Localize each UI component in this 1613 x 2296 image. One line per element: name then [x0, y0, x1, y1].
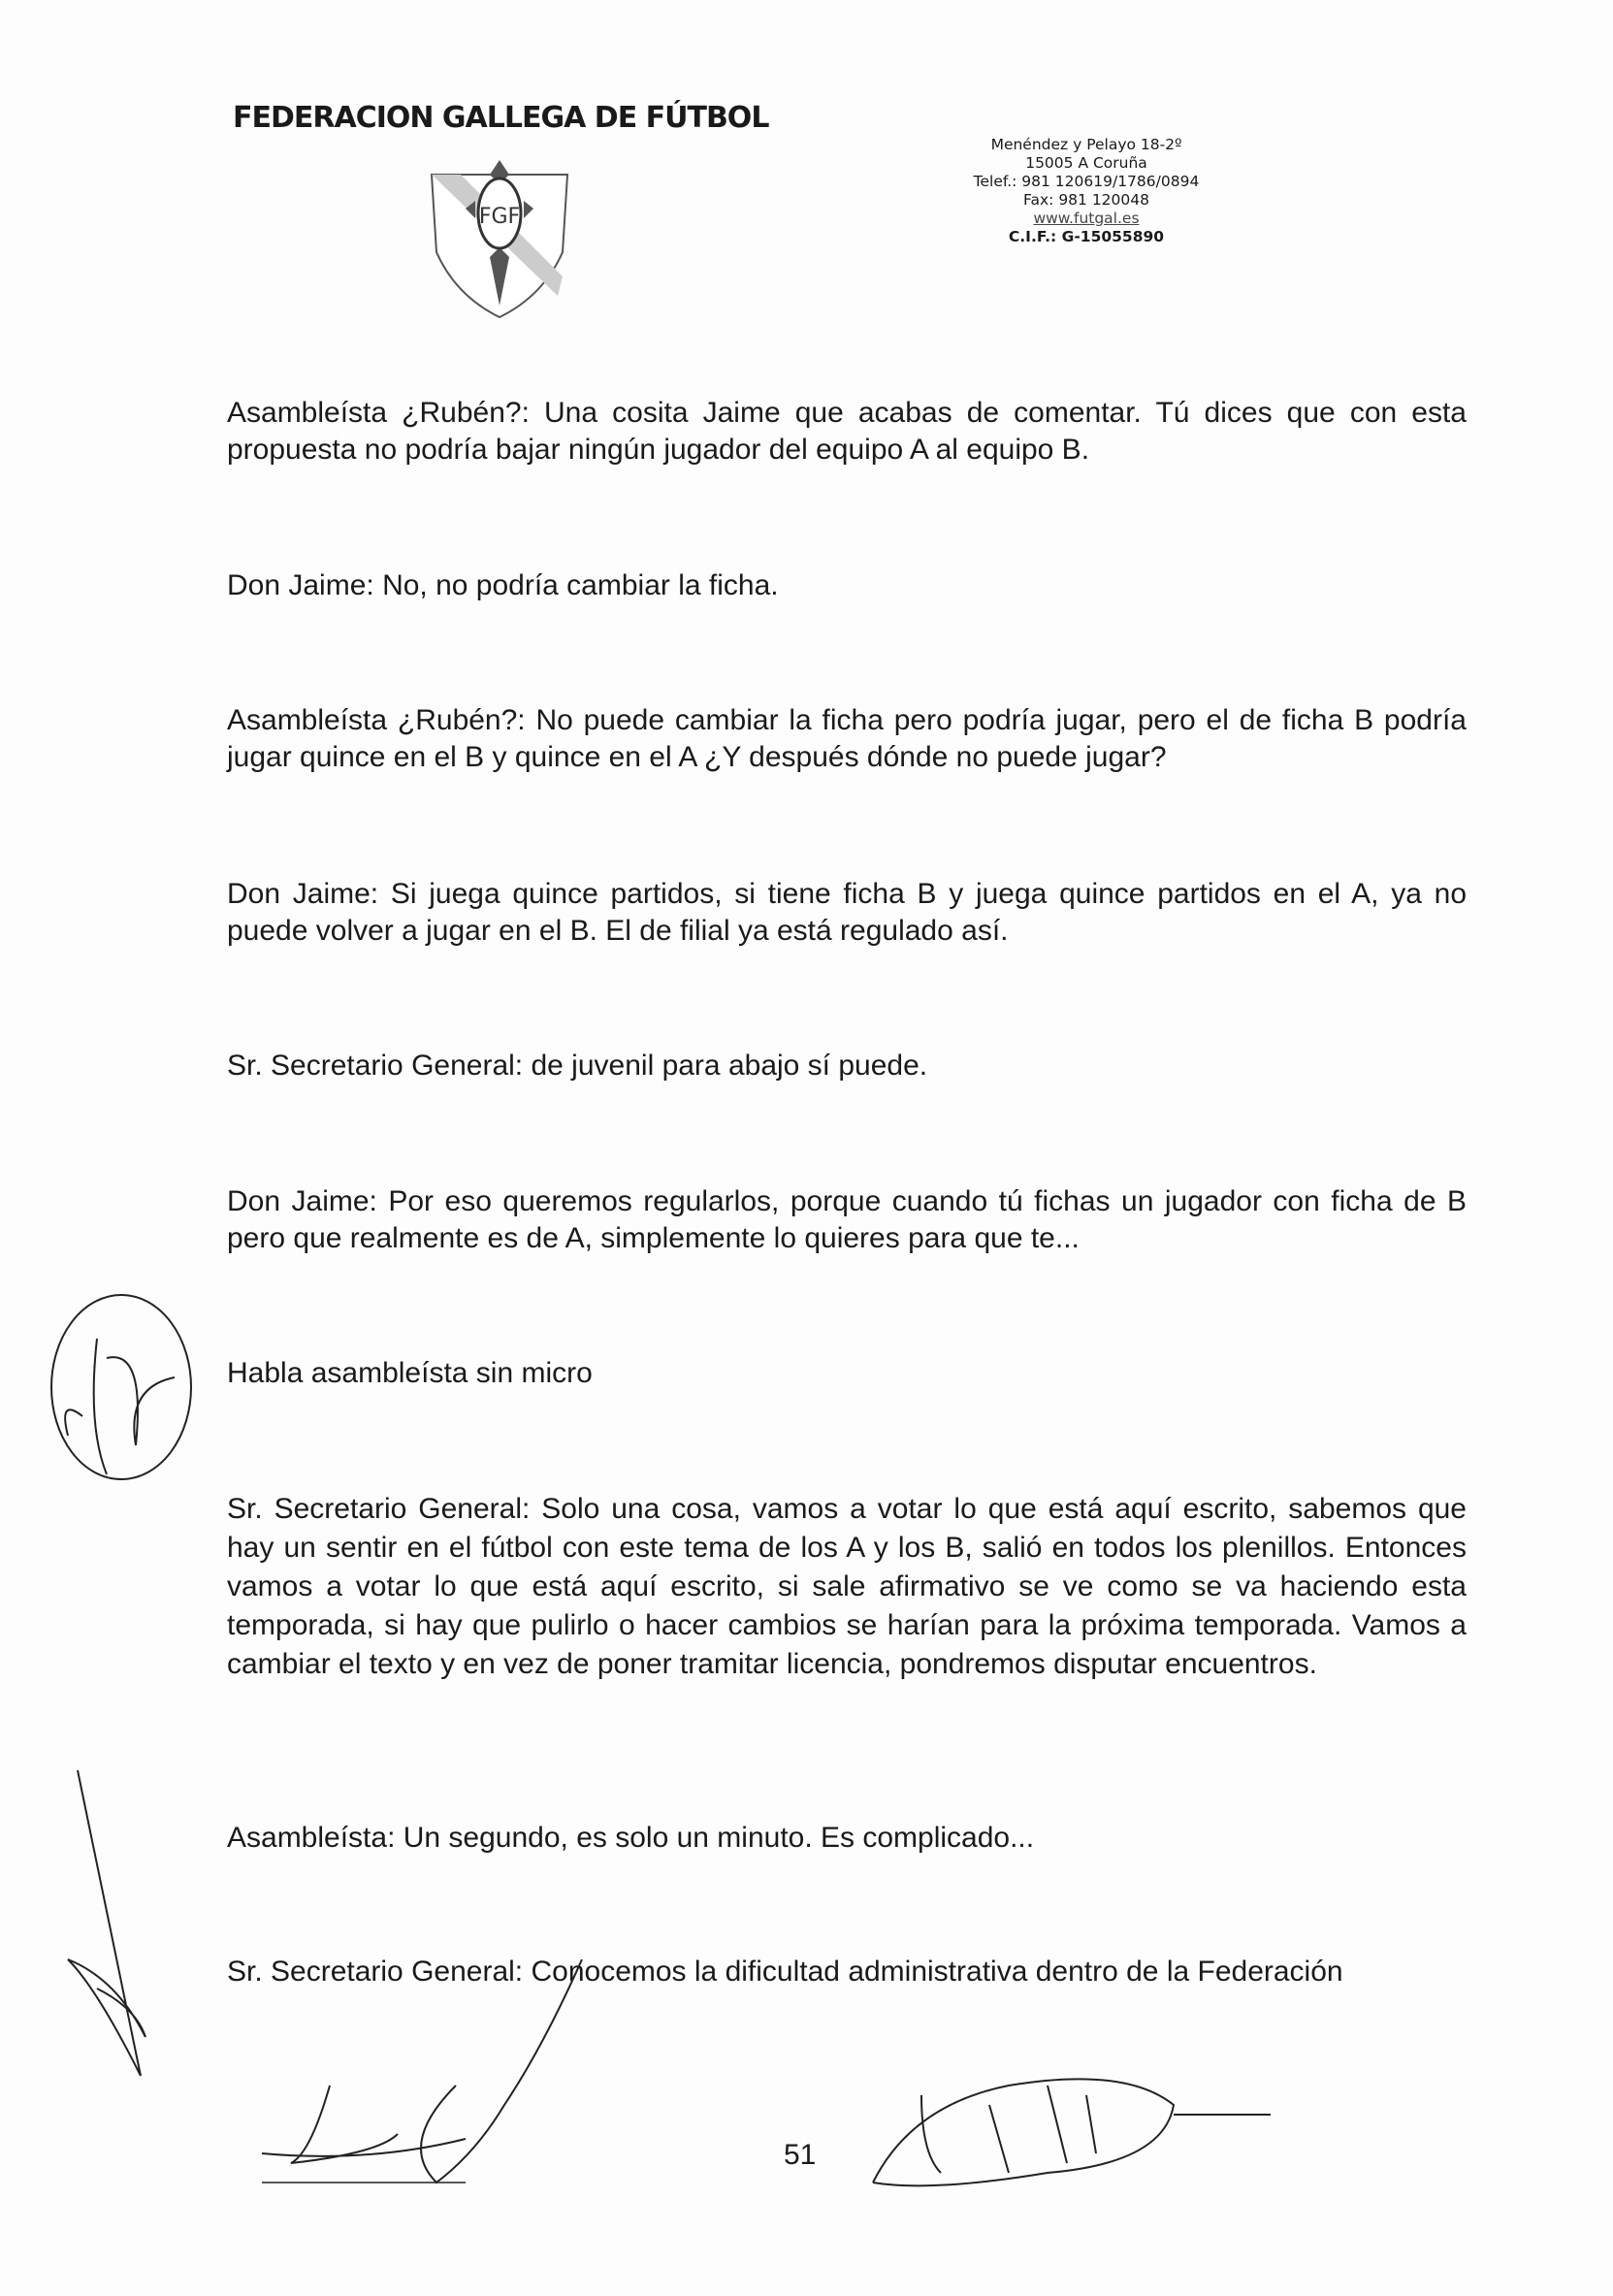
website-link[interactable]: www.futgal.es: [1033, 210, 1140, 227]
city: 15005 A Coruña: [1025, 154, 1147, 172]
paragraph: Sr. Secretario General: Solo una cosa, vamos a votar lo que está aquí escrito, sabemos que hay un sentir en el fútbol con este tema de los A y los B, salió en todos los plenillos. Entonces vamos a votar lo que está aquí escrito, si sale afirmativo se ve como se va haciendo esta temporada, si hay que pulirlo o hacer cambios se harían para la próxima temporada. Vamos a cambiar el texto y en vez de poner tramitar licencia, pondremos disputar encuentros.: [227, 1493, 1467, 1680]
paragraph: Asambleísta: Un segundo, es solo un minuto. Es complicado...: [227, 1822, 1035, 1854]
paragraph: Don Jaime: Por eso queremos regularlos, porque cuando tú fichas un jugador con ficha de B pero que realmente es de A, simplemente lo quieres para que te...: [227, 1185, 1467, 1254]
paragraph: Don Jaime: Si juega quince partidos, si tiene ficha B y juega quince partidos en el A, ya no puede volver a jugar en el B. El de filial ya está regulado así.: [227, 878, 1467, 947]
contact-block: [931, 136, 1242, 246]
bottom-signature-left: [252, 1959, 698, 2192]
address: Menéndez y Pelayo 18-2º: [990, 136, 1182, 153]
margin-signature-1: [39, 1280, 204, 1542]
organization-title: FEDERACION GALLEGA DE FÚTBOL: [233, 101, 769, 135]
paragraph: Don Jaime: No, no podría cambiar la ficha.: [227, 569, 779, 601]
paragraph: Sr. Secretario General: de juvenil para abajo sí puede.: [227, 1050, 928, 1082]
svg-text:FGF: FGF: [478, 205, 521, 229]
margin-signature-2: [58, 1765, 165, 2086]
phone: Telef.: 981 120619/1786/0894: [973, 173, 1200, 190]
paragraph: Sr. Secretario General: Conocemos la dificultad administrativa dentro de la Federación: [227, 1956, 1343, 1988]
federation-crest-logo: [427, 160, 572, 325]
fax: Fax: 981 120048: [1023, 191, 1149, 209]
paragraph: Habla asambleísta sin micro: [227, 1357, 593, 1389]
bottom-signature-right: [854, 2047, 1271, 2202]
paragraph: Asambleísta ¿Rubén?: No puede cambiar la ficha pero podría jugar, pero el de ficha B podría jugar quince en el B y quince en el A ¿Y después dónde no puede jugar?: [227, 704, 1467, 773]
cif: C.I.F.: G-15055890: [1008, 228, 1165, 245]
page-number: 51: [784, 2139, 817, 2171]
paragraph: Asambleísta ¿Rubén?: Una cosita Jaime que acabas de comentar. Tú dices que con esta propuesta no podría bajar ningún jugador del equipo A al equipo B.: [227, 397, 1467, 466]
